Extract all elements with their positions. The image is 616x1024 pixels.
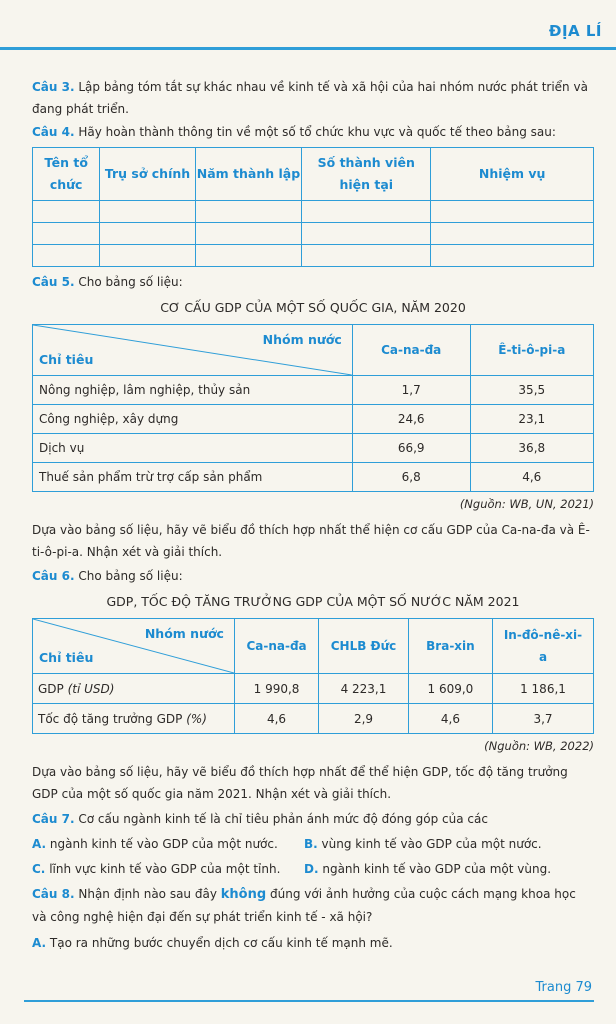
question-label: Câu 4. — [32, 125, 75, 139]
column-header: Số thành viên hiện tại — [302, 148, 431, 201]
value-cell: 1 609,0 — [408, 674, 492, 704]
value-cell: 2,9 — [319, 704, 409, 734]
question-text: Nhận định nào sau đây — [78, 887, 217, 901]
blank-cell[interactable] — [33, 245, 100, 267]
blank-cell[interactable] — [195, 201, 302, 223]
options-row — [32, 932, 594, 954]
row-label: Dịch vụ — [33, 434, 353, 463]
option-text: lĩnh vực kinh tế vào GDP của một tỉnh. — [49, 862, 281, 876]
blank-cell[interactable] — [195, 245, 302, 267]
blank-cell[interactable] — [431, 245, 594, 267]
question-label: Câu 8. — [32, 887, 75, 901]
option-letter: A. — [32, 936, 47, 950]
diagonal-header-cell — [33, 619, 235, 674]
value-cell: 3,7 — [493, 704, 594, 734]
blank-cell[interactable] — [302, 223, 431, 245]
subject-title: ĐỊA LÍ — [548, 22, 602, 40]
organization-table — [32, 147, 594, 267]
row-label-text: GDP — [38, 681, 64, 696]
blank-cell[interactable] — [100, 223, 195, 245]
column-header: In-đô-nê-xi-a — [493, 619, 594, 674]
group-header: Nhóm nước — [262, 332, 342, 347]
option-text: vùng kinh tế vào GDP của một nước. — [321, 837, 542, 851]
gdp-growth-table — [32, 618, 594, 734]
diagonal-header-cell — [33, 325, 353, 376]
page-content — [32, 76, 594, 954]
task-text: Dựa vào bảng số liệu, hãy vẽ biểu đồ thích hợp nhất thể hiện cơ cấu GDP của Ca-na-đa và Ê-ti-ô-pi-a. Nhận xét và giải thích. — [32, 523, 590, 559]
table-caption: CƠ CẤU GDP CỦA MỘT SỐ QUỐC GIA, NĂM 2020 — [160, 300, 466, 315]
table-row — [33, 434, 594, 463]
row-label-text: Tốc độ tăng trưởng GDP — [38, 711, 183, 726]
option-letter: C. — [32, 862, 46, 876]
column-header: Tên tổ chức — [33, 148, 100, 201]
table-header-row — [33, 148, 594, 201]
question-7 — [32, 808, 594, 830]
table-row — [33, 405, 594, 434]
option-letter: B. — [304, 837, 318, 851]
blank-cell[interactable] — [431, 223, 594, 245]
question-text: đúng với ảnh hưởng của cuộc cách mạng khoa học và công nghệ hiện đại đến sự phát triển kinh tế - xã hội? — [32, 887, 576, 924]
value-cell: 66,9 — [352, 434, 470, 463]
question-3 — [32, 76, 594, 120]
page-number: Trang 79 — [535, 980, 592, 995]
blank-cell[interactable] — [302, 245, 431, 267]
option-a[interactable] — [32, 932, 393, 954]
value-cell: 36,8 — [470, 434, 593, 463]
group-header: Nhóm nước — [144, 626, 224, 641]
options-row — [32, 833, 594, 855]
blank-cell[interactable] — [33, 223, 100, 245]
option-text: ngành kinh tế vào GDP của một nước. — [49, 837, 278, 851]
row-label: Thuế sản phẩm trừ trợ cấp sản phẩm — [33, 463, 353, 492]
table-row — [33, 376, 594, 405]
value-cell: 4,6 — [470, 463, 593, 492]
table-header-row — [33, 325, 594, 376]
option-a[interactable] — [32, 833, 304, 855]
table-header-row — [33, 619, 594, 674]
question-text: Cho bảng số liệu: — [78, 569, 183, 583]
question-5 — [32, 271, 594, 293]
question-label: Câu 6. — [32, 569, 75, 583]
question-6 — [32, 565, 594, 587]
value-cell: 23,1 — [470, 405, 593, 434]
table-row — [33, 704, 594, 734]
table-row — [33, 463, 594, 492]
blank-cell[interactable] — [33, 201, 100, 223]
column-header: Ca-na-đa — [234, 619, 318, 674]
option-text: Tạo ra những bước chuyển dịch cơ cấu kinh tế mạnh mẽ. — [49, 936, 393, 950]
question-text: Cơ cấu ngành kinh tế là chỉ tiêu phản ánh mức độ đóng góp của các — [78, 812, 488, 826]
value-cell: 1,7 — [352, 376, 470, 405]
option-letter: A. — [32, 837, 47, 851]
table-row — [33, 674, 594, 704]
row-label — [33, 674, 235, 704]
question-text: Cho bảng số liệu: — [78, 275, 183, 289]
option-text: ngành kinh tế vào GDP của một vùng. — [322, 862, 552, 876]
gdp-structure-table — [32, 324, 594, 492]
question-label: Câu 3. — [32, 80, 75, 94]
row-label — [33, 704, 235, 734]
value-cell: 1 990,8 — [234, 674, 318, 704]
column-header: Nhiệm vụ — [431, 148, 594, 201]
unit-text: (tỉ USD) — [67, 681, 115, 696]
column-header: Trụ sở chính — [100, 148, 195, 201]
value-cell: 6,8 — [352, 463, 470, 492]
blank-cell[interactable] — [100, 245, 195, 267]
column-header: CHLB Đức — [319, 619, 409, 674]
blank-cell[interactable] — [100, 201, 195, 223]
question-8 — [32, 883, 594, 928]
question-text: Lập bảng tóm tắt sự khác nhau về kinh tế và xã hội của hai nhóm nước phát triển và đang phát triển. — [32, 80, 588, 116]
row-label: Công nghiệp, xây dựng — [33, 405, 353, 434]
row-label: Nông nghiệp, lâm nghiệp, thủy sản — [33, 376, 353, 405]
source-note: (Nguồn: WB, UN, 2021) — [459, 497, 594, 511]
question-label: Câu 7. — [32, 812, 75, 826]
row-header: Chỉ tiêu — [39, 650, 94, 665]
value-cell: 24,6 — [352, 405, 470, 434]
table-row — [33, 245, 594, 267]
question-4 — [32, 121, 594, 143]
value-cell: 4,6 — [408, 704, 492, 734]
blank-cell[interactable] — [302, 201, 431, 223]
question-label: Câu 5. — [32, 275, 75, 289]
table-row — [33, 201, 594, 223]
column-header: Năm thành lập — [195, 148, 302, 201]
task-text: Dựa vào bảng số liệu, hãy vẽ biểu đồ thích hợp nhất để thể hiện GDP, tốc độ tăng trưởng GDP của một số quốc gia năm 2021. Nhận xét và giải thích. — [32, 765, 568, 801]
row-header: Chỉ tiêu — [39, 352, 94, 367]
option-c[interactable] — [32, 858, 304, 880]
column-header: Bra-xin — [408, 619, 492, 674]
blank-cell[interactable] — [431, 201, 594, 223]
footer-rule — [24, 1000, 594, 1002]
value-cell: 4,6 — [234, 704, 318, 734]
option-letter: D. — [304, 862, 319, 876]
options-row — [32, 858, 594, 880]
column-header: Ca-na-đa — [352, 325, 470, 376]
header-rule — [0, 47, 616, 50]
table-row — [33, 223, 594, 245]
table-caption: GDP, TỐC ĐỘ TĂNG TRƯỞNG GDP CỦA MỘT SỐ NƯỚC NĂM 2021 — [106, 594, 520, 609]
option-d[interactable] — [304, 858, 576, 880]
value-cell: 4 223,1 — [319, 674, 409, 704]
value-cell: 1 186,1 — [493, 674, 594, 704]
blank-cell[interactable] — [195, 223, 302, 245]
source-note: (Nguồn: WB, 2022) — [484, 739, 594, 753]
value-cell: 35,5 — [470, 376, 593, 405]
question-text: Hãy hoàn thành thông tin về một số tổ chức khu vực và quốc tế theo bảng sau: — [78, 125, 556, 139]
negation-emphasis: không — [220, 887, 267, 902]
option-b[interactable] — [304, 833, 576, 855]
unit-text: (%) — [186, 711, 207, 726]
column-header: Ê-ti-ô-pi-a — [470, 325, 593, 376]
